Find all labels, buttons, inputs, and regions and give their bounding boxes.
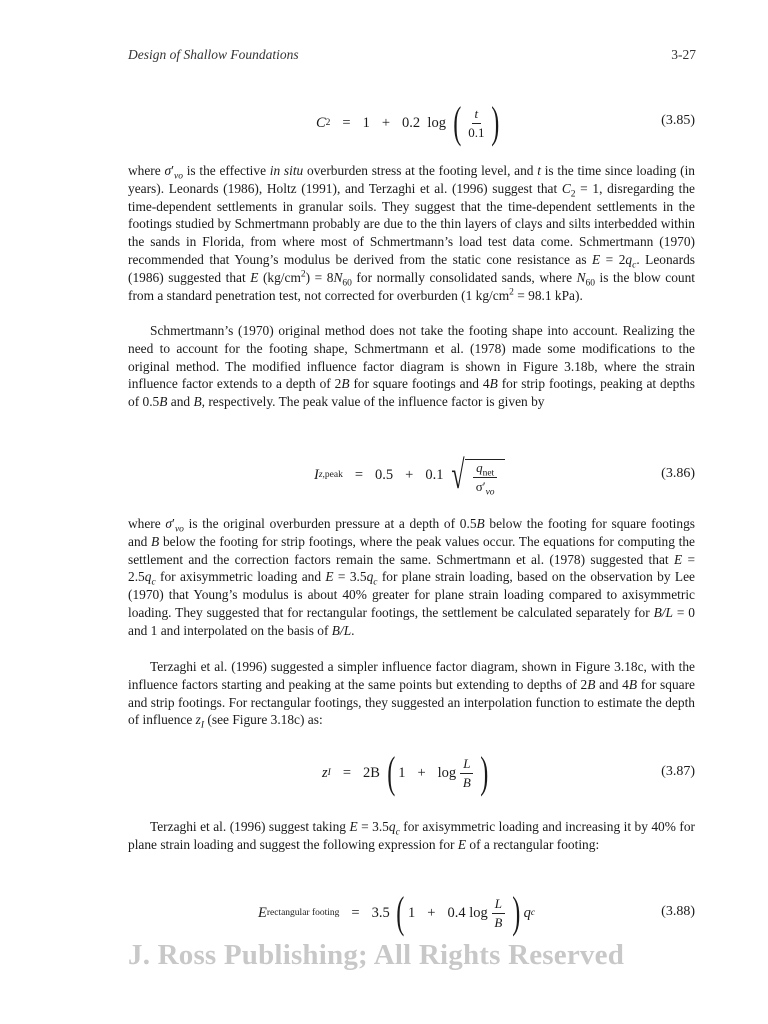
text: = 0 and 1 and interpolated on the basis of [128,604,695,638]
square-root [447,452,505,498]
var: B [341,376,350,392]
equation-3-85: C 2 = 1 + 0.2 log ( $\frac{t}{0.1}$ ) (3.85) [316,98,695,147]
eq-coef: 0.2 [402,114,421,131]
eq-var: C [316,114,326,131]
right-paren: ) [491,98,500,147]
paragraph-2 [128,322,695,411]
equation-3-88: E rectangular footing = 3.5 ( 1 + 0.4 log $\frac{L}{B}$ ) q c (3.88) [258,888,695,937]
var: E [592,251,601,267]
text: = 1, disregarding the time-dependent settlements in granular soils. They suggest that the time-dependent settlements in the footings studied by Schmertmann probably are due to the thin layers of clays and silts interbedded within the sands in Florida, from where most of Schmertmann’s load test data come. Schmertmann (1970) recommended that Young’s modulus be derived from the static cone resistance as [128,180,696,267]
text: . Leonards (1986) suggested that [128,251,695,285]
fraction-denominator: B [494,914,503,930]
text: = 3.5 [333,569,367,585]
eq-term: 0.5 [375,466,394,483]
text: Terzaghi et al. (1996) suggested a simpler influence factor diagram, shown in Figure 3.18c, with the influence factors starting and peaking at the same points but extending to depths of 2 [128,659,695,692]
text: for axisymmetric loading and increasing it by 40% for plane strain loading and suggest the following expression for [128,819,695,852]
text: in situ [269,163,304,178]
var: q [625,251,633,267]
var: N [333,269,343,285]
sub: c [151,578,156,589]
var: E [349,819,358,834]
text: and [167,394,194,410]
text: = 2 [600,251,626,267]
text: where [128,163,165,178]
paragraph-3: where $\sigma'_{vo}$ is the original overburden pressure at a depth of 0.5B below the footing for square footings and B below the footing for strip footings, where the peak values occur. The equations for computing the settlement and the correction factors remain the same. Schmertmann et al. (1978) suggested that $E = 2.5q_c$ for axisymmetric loading and $E = 3.5q_c$ for plane strain loading, based on the observation by Lee (1970) that Young’s modulus is about 40% greater for plane strain loading compared to axisymmetric loading. They suggested that for rectangular footings, the settlement be calculated separately for B/L = 0 and 1 and interpolated on the basis of B/L. [128,516,696,638]
var: E [673,551,683,567]
var: B [489,376,498,392]
fraction-denominator: σ′ [475,479,486,494]
var: B/L [331,622,352,638]
var: E [325,569,334,585]
eq-plus: + [417,764,426,781]
equation-number: (3.87) [661,764,695,779]
fraction-numerator: t [472,106,482,124]
equation-number: (3.86) [661,466,695,481]
var: z [195,712,201,728]
text: is the original overburden pressure at a depth of 0.5 [183,516,477,531]
sub: c [395,827,400,838]
fraction-numerator: L [460,756,473,774]
eq-log: log [469,904,488,921]
eq-equals: = [354,466,364,483]
text: for strip footings, peaking at depths of 0.5 [128,376,695,410]
text: for square and strip footings. For rectangular footings, they suggested an interpolation function to estimate the depth of influence [128,676,695,728]
sub: net [482,468,495,479]
var: B, [193,394,205,410]
var: C [561,180,571,196]
sub: 60 [585,278,596,289]
fraction [468,106,484,141]
var: B/L [653,604,673,620]
eq-var: z [322,764,328,781]
eq-term: 1 [398,764,406,781]
equation-3-87: z I = 2B ( 1 + log $\frac{L}{B}$ ) (3.87) [322,748,695,797]
text: for normally consolidated sands, where [351,269,577,285]
text: for plane strain loading, based on the observation by Lee (1970) that Young’s modulus is about 40% greater for plane strain loading compared to axisymmetric loading. They suggested that for rectangular footings, the settlement be calculated separately for [128,569,695,620]
eq-sub: z, [318,470,325,480]
text: is the blow count from a standard penetration test, not corrected for overburden (1 kg/cm [128,269,696,303]
eq-coef: 3.5 [371,904,390,921]
sub: vo [485,487,495,498]
fraction-denominator: 0.1 [468,124,485,140]
eq-coef: 0.1 [425,466,444,483]
left-paren: ( [452,98,461,147]
copyright-watermark: J. Ross Publishing; All Rights Reserved [128,939,625,971]
left-paren: ( [396,888,405,937]
text: below the footing for strip footings, where the peak values occur. The equations for computing the settlement and the correction factors remain the same. Schmertmann et al. (1978) suggested that [128,533,695,567]
equation-number: (3.88) [661,904,695,919]
paragraph-1: where $\sigma'_{vo}$ is the effective in situ overburden stress at the footing level, and t is the time since loading (in years). Leonards (1986), Holtz (1991), and Terzaghi et al. (1996) suggest that $C_2 = 1$, disregarding the time-dependent settlements in granular soils. They suggest that the time-dependent settlements in the footings studied by Schmertmann probably are due to the thin layers of clays and silts interbedded within the sands in Florida, from where most of Schmertmann’s load test data come. Schmertmann (1970) recommended that Young’s modulus be derived from the static cone resistance as $E = 2q_c$. Leonards (1986) suggested that E $(kg/cm^2) = 8N_{60}$ for normally consolidated sands, where $N_{60}$ is the blow count from a standard penetration test, not corrected for overburden (1 $kg/cm^2 = 98.1$ kPa). [128,163,696,303]
eq-equals: = [342,114,351,131]
right-paren: ) [480,748,489,797]
eq-plus: + [381,114,391,131]
text: Schmertmann’s (1970) original method does not take the footing shape into account. Realizing the need to account for the footing shape, Schmertmann et al. (1978) made some modifications to the original method. The modified influence factor diagram is shown in Figure 3.18b, where the strain influence factor extends to a depth of 2 [128,323,695,392]
var: q [388,819,396,834]
eq-equals: = [351,904,360,921]
eq-equals: = [342,764,352,781]
sub: 2 [570,189,576,200]
fraction-numerator: q [476,460,483,475]
var: t [537,163,541,178]
eq-var: q [523,904,531,921]
fraction-numerator: L [492,896,505,914]
text: (kg/cm [258,269,301,285]
sigma-symbol: σ [164,163,172,178]
sub: c [373,578,378,589]
fraction [460,756,473,791]
text: is the effective [182,163,270,178]
var: B [476,516,485,531]
var: q [366,569,374,585]
text: = 3.5 [357,819,389,834]
sub: c [632,260,637,271]
eq-var: I [314,466,319,483]
fraction [492,896,505,931]
eq-coef: 0.4 [447,904,466,921]
sup: 2 [300,269,306,280]
sub: vo [174,524,184,535]
eq-term: 1 [408,904,416,921]
radical-sign: √ [451,452,465,497]
eq-sub: peak [324,470,343,480]
paragraph-5 [128,818,695,854]
text: is the time since loading (in years). Leonards (1986), Holtz (1991), and Terzaghi et al. (1996) suggest that [128,163,695,196]
running-header-title: Design of Shallow Foundations [128,47,299,62]
var: E [457,836,467,852]
fraction [473,460,497,498]
text: ) = 8 [305,269,334,285]
var: N [576,269,586,285]
left-paren: ( [386,748,395,797]
sup: 2 [509,287,514,298]
eq-plus: + [427,904,436,921]
text: of a rectangular footing: [466,836,600,852]
eq-var: E [258,904,267,921]
var: E [250,269,259,285]
var: q [144,569,152,585]
text: for square footings and 4 [349,376,490,392]
fraction-denominator: B [462,774,471,790]
sigma-symbol: σ [165,516,173,531]
text: overburden stress at the footing level, and [303,163,538,178]
text: . [351,622,355,638]
text: below the footing for square footings and [128,516,696,549]
text: and 4 [595,676,629,692]
var: B [587,676,596,692]
eq-log: log [437,764,457,781]
var: B [159,394,168,410]
equation-3-86 [128,450,695,500]
text: where [128,516,166,531]
text: (see Figure 3.18c) as: [204,712,323,728]
eq-coef: 2B [363,764,380,781]
sub: 60 [342,278,352,289]
text: respectively. The peak value of the influence factor is given by [205,394,545,410]
equation-number: (3.85) [661,113,695,128]
page-number: 3-27 [671,47,696,62]
text: for axisymmetric loading and [155,569,326,585]
paragraph-4 [128,658,695,732]
var: B [628,676,638,692]
text: = 2.5 [128,551,695,585]
right-paren: ) [512,888,521,937]
text: = 98.1 kPa). [513,287,583,303]
eq-log: log [427,114,446,131]
sub: vo [174,171,183,182]
var: B [151,533,160,549]
text: Terzaghi et al. (1996) suggest taking [150,819,350,834]
eq-term: 1 [362,114,370,131]
eq-plus: + [405,466,414,483]
sub: I [200,721,205,732]
